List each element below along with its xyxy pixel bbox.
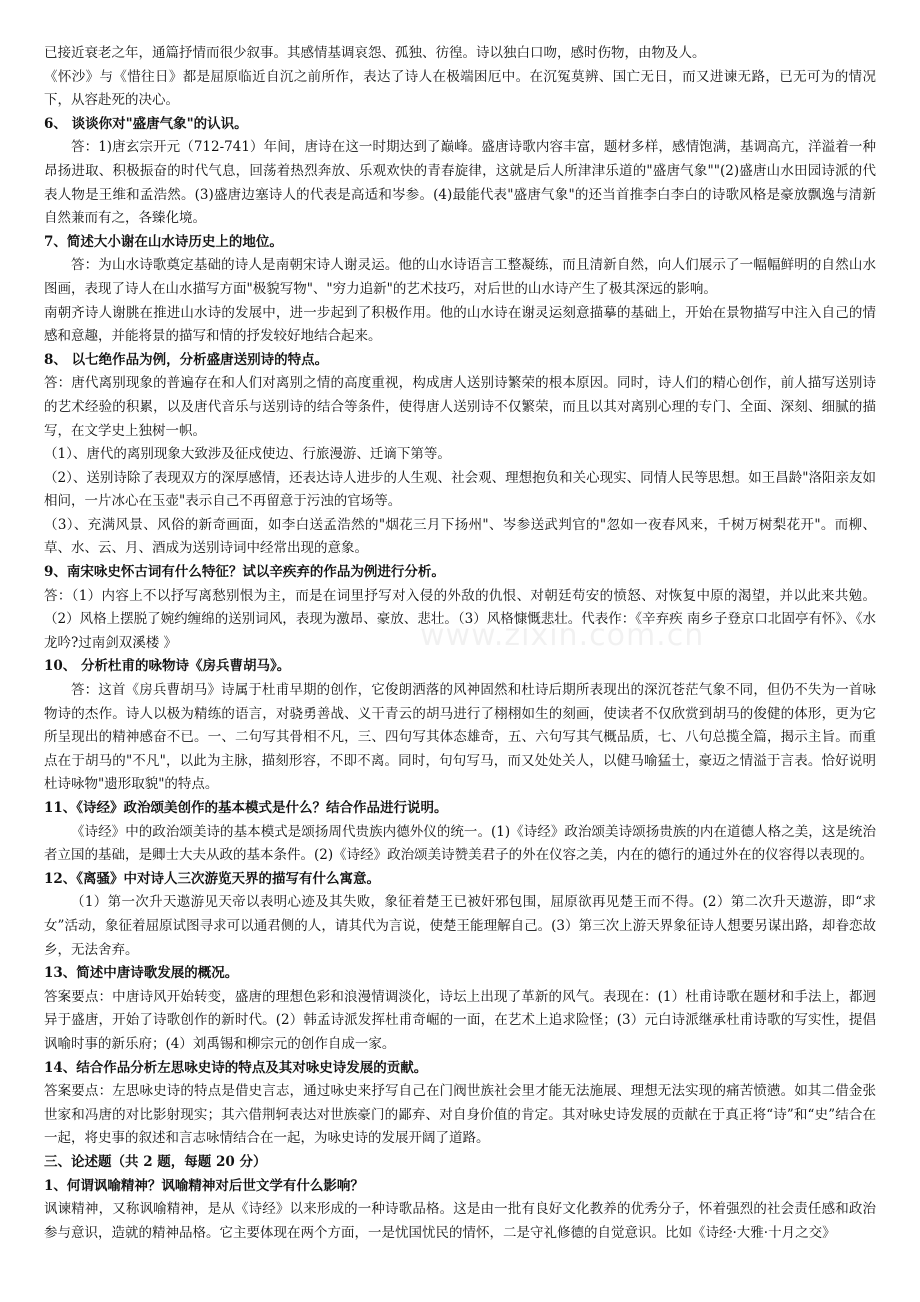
paragraph: 答：唐代离别现象的普遍存在和人们对离别之情的高度重视，构成唐人送别诗繁荣的根本原因。同时，诗人们的精心创作，前人描写送别诗的艺术经验的积累，以及唐代音乐与送别诗的结合等条件，使得唐人送别诗不仅繁荣，而且以其对离别心理的专门、全面、深刻、细腻的描写，在文学史上独树一帜。 bbox=[44, 375, 876, 439]
section-heading: 8、 以七绝作品为例，分析盛唐送别诗的特点。 bbox=[44, 351, 329, 368]
section-heading: 7、简述大小谢在山水诗历史上的地位。 bbox=[44, 233, 283, 250]
paragraph: 答：1)唐玄宗开元（712-741）年间，唐诗在这一时期达到了巅峰。盛唐诗歌内容丰富，题材多样，感情饱满，基调高亢，洋溢着一种昂扬进取、积极振奋的时代气息，回荡着热烈奔放、乐观欢快的青春旋律，这就是后人所津津乐道的"盛唐气象""(2)盛唐山水田园诗派的代表人物是王维和孟浩然。(3)盛唐边塞诗人的代表是高适和岑参。(4)最能代表"盛唐气象"的还当首推李白李白的诗歌风格是豪放飘逸与清新自然兼而有之，各臻化境。 bbox=[44, 139, 876, 227]
section-heading: 11、《诗经》政治颂美创作的基本模式是什么？结合作品进行说明。 bbox=[44, 800, 448, 816]
section-heading: 1、何谓讽喻精神？讽喻精神对后世文学有什么影响？ bbox=[44, 1177, 364, 1194]
section-heading: 14、结合作品分析左思咏史诗的特点及其对咏史诗发展的贡献。 bbox=[44, 1059, 428, 1076]
paragraph: （1）、唐代的离别现象大致涉及征戍使边、行旅漫游、迁谪下第等。 bbox=[44, 446, 451, 463]
paragraph: 《怀沙》与《惜往日》都是屈原临近自沉之前所作，表达了诗人在极端困厄中。在沉冤莫辨、国亡无日，而又进谏无路，已无可为的情况下，从容赴死的决心。 bbox=[44, 68, 876, 109]
paragraph: 答：这首《房兵曹胡马》诗属于杜甫早期的创作，它俊朗洒落的风神固然和杜诗后期所表现出的深沉苍茫气象不同，但仍不失为一首咏物诗的杰作。诗人以极为精练的语言，对骁勇善战、义干青云的胡马进行了栩栩如生的刻画，使读者不仅欣赏到胡马的俊健的体形，更为它所呈现出的精神感奋不已。一、二句写其骨相不凡，三、四句写其体态雄奇，五、六句写其气概品质，七、八句总揽全篇，揭示主旨。而重点在于胡马的"不凡"，以此为主脉，描刻形容，不即不离。同时，句句写马，而又处处关人，以健马喻猛士，豪迈之情溢于言表。恰好说明杜诗咏物"遗形取貌"的特点。 bbox=[44, 682, 876, 793]
section-heading: 9、南宋咏史怀古词有什么特征？试以辛疾弃的作品为例进行分析。 bbox=[44, 564, 445, 581]
paragraph: 答案要点：中唐诗风开始转变，盛唐的理想色彩和浪漫情调淡化，诗坛上出现了革新的风气。表现在：(1）杜甫诗歌在题材和手法上，都迥异于盛唐，开始了诗歌创作的新时代。(2）韩孟诗派发挥杜甫奇崛的一面，在艺术上追求险怪；(3）元白诗派继承杜甫诗歌的写实性，提倡讽喻时事的新乐府；(4）刘禹锡和柳宗元的创作自成一家。 bbox=[44, 988, 876, 1052]
watermark: www.zixin.com.cn bbox=[420, 618, 705, 653]
section-heading: 12、《离骚》中对诗人三次游览天界的描写有什么寓意。 bbox=[44, 870, 381, 887]
section-heading: 10、 分析杜甫的咏物诗《房兵曹胡马》。 bbox=[44, 658, 291, 675]
paragraph: 答：（1）内容上不以抒写离愁别恨为主，而是在词里抒写对入侵的外敌的仇恨、对朝廷苟安的愤怒、对恢复中原的渴望，并以此来共勉。（2）风格上摆脱了婉约缠绵的送别词风，表现为激昂、豪放、悲壮。（3）风格慷慨悲壮。代表作：《辛弃疾 南乡子登京口北固亭有怀》、《水龙吟?过南剑双溪楼 》 bbox=[44, 587, 876, 651]
paragraph: （2）、送别诗除了表现双方的深厚感情，还表达诗人进步的人生观、社会观、理想抱负和关心现实、同情人民等思想。如王昌龄"洛阳亲友如相问，一片冰心在玉壶"表示自己不再留意于污浊的官场等。 bbox=[44, 469, 876, 510]
paragraph: 答：为山水诗歌奠定基础的诗人是南朝宋诗人谢灵运。他的山水诗语言工整凝练，而且清新自然，向人们展示了一幅幅鲜明的自然山水图画，表现了诗人在山水描写方面"极貌写物"、"穷力追新"的艺术技巧，对后世的山水诗产生了极其深远的影响。 bbox=[44, 257, 876, 297]
paragraph: 南朝齐诗人谢朓在推进山水诗的发展中，进一步起到了积极作用。他的山水诗在谢灵运刻意描摹的基础上，开始在景物描写中注入自己的情感和意趣，并能将景的描写和情的抒发较好地结合起来。 bbox=[44, 304, 876, 345]
section-heading: 6、 谈谈你对"盛唐气象"的认识。 bbox=[44, 115, 248, 132]
paragraph: （1）第一次升天遨游见天帝以表明心迹及其失败，象征着楚王已被奸邪包围，屈原欲再见楚王而不得。(2）第二次升天遨游，即“求女”活动，象征着屈原试图寻求可以通君侧的人，请其代为言说，使楚王能理解自己。(3）第三次上游天界象征诗人想要另谋出路，却眷恋故乡，无法舍弃。 bbox=[44, 894, 876, 958]
section-heading: 三、论述题（共 2 题，每题 20 分） bbox=[44, 1153, 267, 1170]
paragraph: 已接近衰老之年，通篇抒情而很少叙事。其感情基调哀怨、孤独、彷徨。诗以独白口吻，感时伤物，由物及人。 bbox=[44, 45, 706, 61]
paragraph: 《诗经》中的政治颂美诗的基本模式是颂扬周代贵族内德外仪的统一。(1)《诗经》政治颂美诗颂扬贵族的内在道德人格之美，这是统治者立国的基础，是卿士大夫从政的基本条件。(2)《诗经》政治颂美诗赞美君子的外在仪容之美，内在的德行的通过外在的仪容得以表现的。 bbox=[44, 823, 876, 864]
paragraph: 答案要点：左思咏史诗的特点是借史言志，通过咏史来抒写自己在门阀世族社会里才能无法施展、理想无法实现的痛苦愤懑。如其二借金张世家和冯唐的对比影射现实；其六借荆轲表达对世族豪门的鄙弃、对自身价值的肯定。其对咏史诗发展的贡献在于真正将“诗”和“史”结合在一起，将史事的叙述和言志咏情结合在一起，为咏史诗的发展开阔了道路。 bbox=[44, 1083, 876, 1147]
paragraph: （3）、充满风景、风俗的新奇画面，如李白送孟浩然的"烟花三月下扬州"、岑参送武判官的"忽如一夜春风来，千树万树梨花开"。而柳、草、水、云、月、酒成为送别诗词中经常出现的意象。 bbox=[44, 516, 876, 557]
section-heading: 13、简述中唐诗歌发展的概况。 bbox=[44, 965, 239, 982]
paragraph: 讽谏精神，又称讽喻精神，是从《诗经》以来形成的一种诗歌品格。这是由一批有良好文化教养的优秀分子，怀着强烈的社会责任感和政治参与意识，造就的精神品格。它主要体现在两个方面，一是忧国忧民的情怀，二是守礼修德的自觉意识。比如《诗经·大雅·十月之交》 bbox=[44, 1201, 876, 1241]
